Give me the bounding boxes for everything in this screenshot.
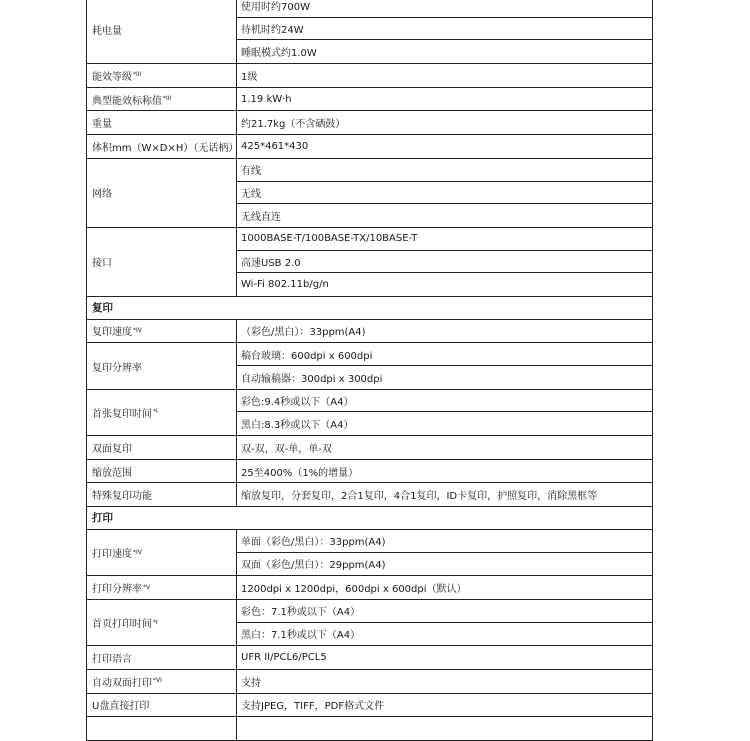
spec-values bbox=[237, 646, 652, 669]
spec-label-text: 耗电量 bbox=[92, 25, 122, 37]
spec-row bbox=[87, 343, 652, 389]
spec-values bbox=[237, 576, 652, 599]
spec-row bbox=[87, 228, 652, 297]
spec-row bbox=[87, 530, 652, 576]
spec-value: 1级 bbox=[241, 71, 258, 83]
spec-values bbox=[237, 436, 652, 459]
spec-row bbox=[87, 600, 652, 646]
spec-label bbox=[87, 694, 237, 717]
spec-values bbox=[237, 460, 652, 483]
spec-value bbox=[237, 717, 652, 740]
spec-value: 待机时约24W bbox=[237, 18, 652, 41]
spec-row bbox=[87, 646, 652, 670]
spec-values bbox=[237, 343, 652, 388]
spec-row bbox=[87, 111, 652, 135]
spec-label-text: 复印分辨率 bbox=[92, 362, 142, 374]
spec-value: 单面（彩色/黑白）：33ppm(A4) bbox=[237, 530, 652, 553]
spec-values bbox=[237, 390, 652, 435]
spec-label-text: 体积mm（W×D×H）（无话柄） bbox=[92, 142, 239, 154]
spec-row bbox=[87, 135, 652, 159]
section-header: 复印 bbox=[87, 297, 652, 320]
spec-value: 缩放复印，分套复印，2合1复印，4合1复印，ID卡复印，护照复印，消除黑框等 bbox=[241, 491, 598, 503]
spec-values bbox=[237, 111, 652, 134]
spec-label-text: 能效等级 bbox=[92, 71, 132, 83]
spec-label: 典型能效标称值 *III bbox=[87, 88, 237, 111]
spec-row bbox=[87, 576, 652, 600]
spec-values bbox=[237, 88, 652, 111]
spec-label-text: 典型能效标称值 bbox=[92, 95, 162, 107]
spec-row bbox=[87, 64, 652, 88]
spec-value: 约21.7kg（不含硒鼓） bbox=[241, 119, 346, 131]
spec-row bbox=[87, 88, 652, 112]
spec-label-text: 双面复印 bbox=[92, 443, 132, 455]
spec-label bbox=[87, 717, 237, 740]
spec-label-text: 缩放范围 bbox=[92, 467, 132, 479]
spec-values bbox=[237, 717, 652, 740]
spec-value: 25至400%（1%的增量） bbox=[241, 467, 359, 479]
spec-value: 使用时约700W bbox=[237, 0, 652, 18]
spec-label bbox=[87, 460, 237, 483]
spec-label-text: 首页打印时间 bbox=[92, 619, 152, 631]
spec-value: 稿台玻璃：600dpi x 600dpi bbox=[237, 343, 652, 366]
spec-row bbox=[87, 390, 652, 436]
spec-value: 彩色:9.4秒或以下（A4） bbox=[237, 390, 652, 413]
spec-table bbox=[86, 0, 653, 741]
spec-label-text: 打印分辨率 bbox=[92, 584, 142, 596]
spec-values bbox=[237, 64, 652, 87]
spec-label bbox=[87, 646, 237, 669]
spec-value: 彩色：7.1秒或以下（A4） bbox=[237, 600, 652, 623]
spec-values bbox=[237, 530, 652, 575]
spec-label: 能效等级 *III bbox=[87, 64, 237, 87]
spec-values bbox=[237, 694, 652, 717]
spec-label bbox=[87, 483, 237, 506]
spec-value: （彩色/黑白）：33ppm(A4) bbox=[241, 327, 366, 339]
section-header: 打印 bbox=[87, 507, 652, 530]
spec-label bbox=[87, 436, 237, 459]
spec-values bbox=[237, 320, 652, 343]
spec-value: 无线直连 bbox=[241, 212, 281, 224]
spec-label: 打印速度 *IV bbox=[87, 530, 237, 575]
spec-row bbox=[87, 717, 652, 741]
spec-label-text: 自动双面打印 bbox=[92, 677, 152, 689]
spec-label: 首页打印时间 *I bbox=[87, 600, 237, 645]
spec-values bbox=[237, 135, 652, 158]
spec-values bbox=[237, 0, 652, 63]
spec-value: 双面（彩色/黑白）：29ppm(A4) bbox=[241, 560, 386, 572]
spec-label-text: 网络 bbox=[92, 189, 112, 201]
spec-label: 复印速度 *IV bbox=[87, 320, 237, 343]
spec-value: 睡眠模式约1.0W bbox=[241, 48, 317, 60]
spec-row bbox=[87, 483, 652, 507]
spec-row bbox=[87, 460, 652, 484]
spec-value: UFR II/PCL6/PCL5 bbox=[241, 652, 327, 664]
spec-value: 425*461*430 bbox=[241, 140, 309, 152]
spec-value: 黑白:8.3秒或以下（A4） bbox=[241, 420, 354, 432]
spec-label bbox=[87, 135, 237, 158]
spec-values bbox=[237, 483, 652, 506]
spec-row bbox=[87, 436, 652, 460]
spec-value: 1.19 kW·h bbox=[241, 93, 292, 105]
spec-label-text: 重量 bbox=[92, 119, 112, 131]
spec-label-text: 特殊复印功能 bbox=[92, 491, 152, 503]
spec-label bbox=[87, 111, 237, 134]
spec-value: 自动输稿器：300dpi x 300dpi bbox=[241, 373, 383, 385]
spec-value: 有线 bbox=[237, 159, 652, 182]
spec-row bbox=[87, 320, 652, 344]
spec-label bbox=[87, 159, 237, 227]
spec-value: 黑白：7.1秒或以下（A4） bbox=[241, 630, 361, 642]
spec-values bbox=[237, 159, 652, 227]
spec-label: 自动双面打印 *VI bbox=[87, 670, 237, 693]
spec-label bbox=[87, 228, 237, 296]
spec-value: 1200dpi x 1200dpi，600dpi x 600dpi（默认） bbox=[241, 584, 467, 596]
spec-label-text: 接口 bbox=[92, 258, 112, 270]
spec-label-text: 打印速度 bbox=[92, 549, 132, 560]
spec-row bbox=[87, 159, 652, 228]
spec-label-text: U盘直接打印 bbox=[92, 701, 150, 713]
spec-label-text: 打印语言 bbox=[92, 654, 132, 666]
spec-row bbox=[87, 670, 652, 694]
spec-value: 无线 bbox=[237, 182, 652, 205]
spec-value: 支持JPEG，TIFF，PDF格式文件 bbox=[241, 701, 385, 713]
spec-value: 支持 bbox=[241, 677, 261, 689]
spec-label-text: 复印速度 bbox=[92, 327, 132, 339]
spec-value: 高速USB 2.0 bbox=[237, 251, 652, 274]
spec-value: Wi-Fi 802.11b/g/n bbox=[241, 279, 329, 291]
spec-label: 打印分辨率 *V bbox=[87, 576, 237, 599]
spec-values bbox=[237, 670, 652, 693]
spec-label-text: 首张复印时间 bbox=[92, 408, 152, 420]
spec-label bbox=[87, 343, 237, 388]
spec-values bbox=[237, 228, 652, 296]
spec-value: 双-双，双-单，单-双 bbox=[241, 443, 332, 455]
spec-values bbox=[237, 600, 652, 645]
spec-row bbox=[87, 694, 652, 718]
spec-value: 1000BASE-T/100BASE-TX/10BASE-T bbox=[237, 228, 652, 251]
spec-label bbox=[87, 0, 237, 63]
spec-row bbox=[87, 0, 652, 64]
spec-label: 首张复印时间 *I bbox=[87, 390, 237, 435]
